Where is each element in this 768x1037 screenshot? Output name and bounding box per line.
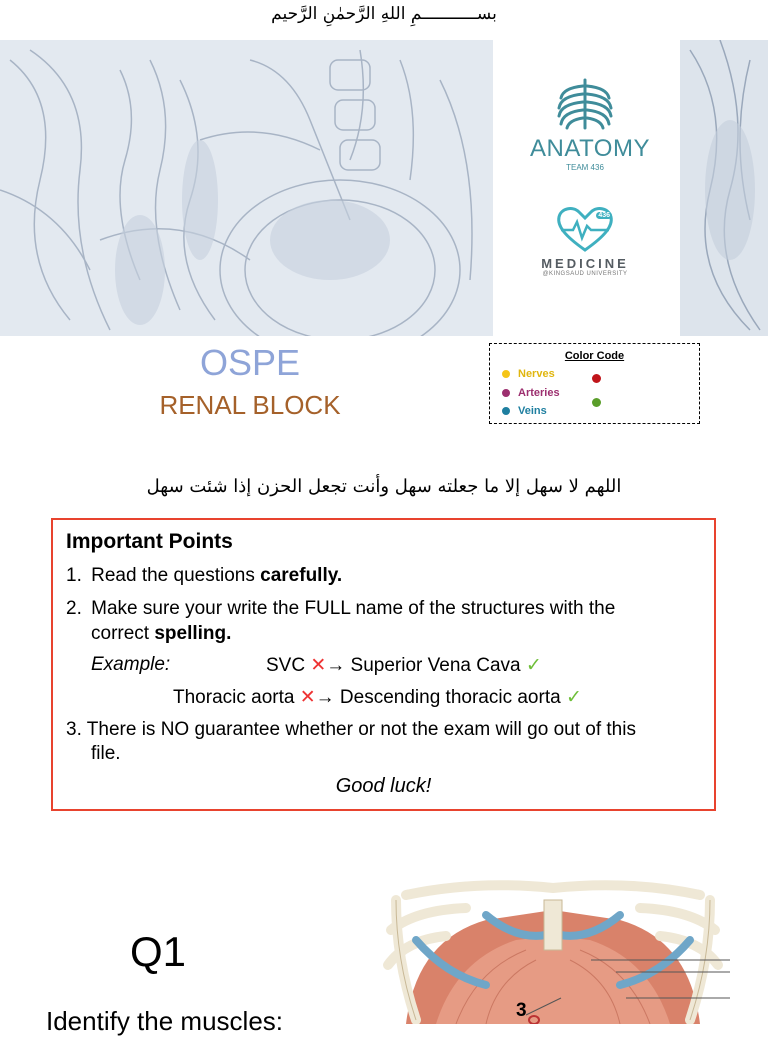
wrong-term: Thoracic aorta bbox=[173, 687, 300, 708]
point-2-line-2 bbox=[91, 623, 231, 645]
anatomy-team-label: TEAM 436 bbox=[566, 163, 604, 172]
correct-term: Descending thoracic aorta bbox=[334, 687, 566, 708]
figure-label: 3 bbox=[516, 1000, 527, 1021]
question-number: Q1 bbox=[130, 928, 187, 975]
point-text: Read the questions bbox=[91, 565, 261, 586]
example-1 bbox=[266, 654, 542, 677]
example-label: Example: bbox=[91, 654, 171, 675]
point-3-line-1: 3. There is NO guarantee whether or not the exam will go out of this bbox=[66, 719, 636, 740]
diaphragm-illustration bbox=[376, 880, 730, 1024]
point-3-line-2: file. bbox=[91, 743, 121, 764]
cross-icon: ✕ bbox=[299, 687, 316, 708]
arrow-icon: → bbox=[326, 655, 346, 676]
anatomy-illustration-banner bbox=[0, 40, 493, 336]
arrow-icon: → bbox=[315, 687, 335, 708]
ribcage-icon bbox=[555, 78, 615, 134]
point-text: correct bbox=[91, 623, 155, 644]
check-icon: ✓ bbox=[565, 687, 582, 708]
green-dot-icon bbox=[592, 398, 601, 407]
good-luck-text: Good luck! bbox=[335, 775, 432, 797]
page-subtitle: RENAL BLOCK bbox=[159, 390, 341, 420]
blue-dot-icon bbox=[502, 407, 510, 415]
check-icon: ✓ bbox=[525, 655, 542, 676]
legend-item-nerves bbox=[502, 368, 555, 380]
medicine-wordmark: MEDICINE bbox=[541, 256, 629, 271]
page-title: OSPE bbox=[199, 342, 301, 383]
legend-label: Nerves bbox=[518, 368, 555, 380]
heart-number-badge: 436 bbox=[598, 212, 610, 219]
yellow-dot-icon bbox=[502, 370, 510, 378]
anatomy-team-logo bbox=[530, 78, 650, 172]
point-emphasis: spelling. bbox=[154, 623, 232, 644]
color-code-title: Color Code bbox=[564, 350, 625, 362]
point-text: Make sure your write the FULL name of the structures with the bbox=[91, 598, 616, 619]
red-dot-icon bbox=[592, 374, 601, 383]
point-number: 2. bbox=[66, 598, 82, 619]
legend-item-veins bbox=[502, 405, 547, 417]
basmala-heading: بســـــــــــمِ اللهِ الرَّحمٰنِ الرَّحيم bbox=[271, 4, 497, 24]
correct-term: Superior Vena Cava bbox=[345, 655, 526, 676]
question-prompt: Identify the muscles: bbox=[46, 1006, 283, 1036]
example-2 bbox=[173, 686, 582, 709]
legend-label: Veins bbox=[518, 405, 547, 417]
wrong-term: SVC bbox=[266, 655, 311, 676]
anatomy-illustration-strip bbox=[680, 40, 768, 336]
legend-label: Arteries bbox=[518, 387, 560, 399]
point-1 bbox=[66, 565, 342, 587]
medicine-sub-label: @KINGSAUD UNIVERSITY bbox=[542, 271, 628, 277]
important-points-box bbox=[51, 518, 716, 811]
cross-icon: ✕ bbox=[310, 655, 327, 676]
purple-dot-icon bbox=[502, 389, 510, 397]
point-2-line-1 bbox=[66, 598, 615, 620]
medicine-team-logo bbox=[530, 204, 640, 277]
point-number: 1. bbox=[66, 565, 82, 586]
important-points-heading: Important Points bbox=[66, 530, 233, 553]
color-code-legend bbox=[489, 343, 700, 424]
anatomy-wordmark: ANATOMY bbox=[530, 135, 650, 162]
legend-item-arteries bbox=[502, 387, 560, 399]
dua-text: اللهم لا سهل إلا ما جعلته سهل وأنت تجعل الحزن إذا شئت سهل bbox=[146, 476, 622, 497]
point-emphasis: carefully. bbox=[260, 565, 343, 586]
